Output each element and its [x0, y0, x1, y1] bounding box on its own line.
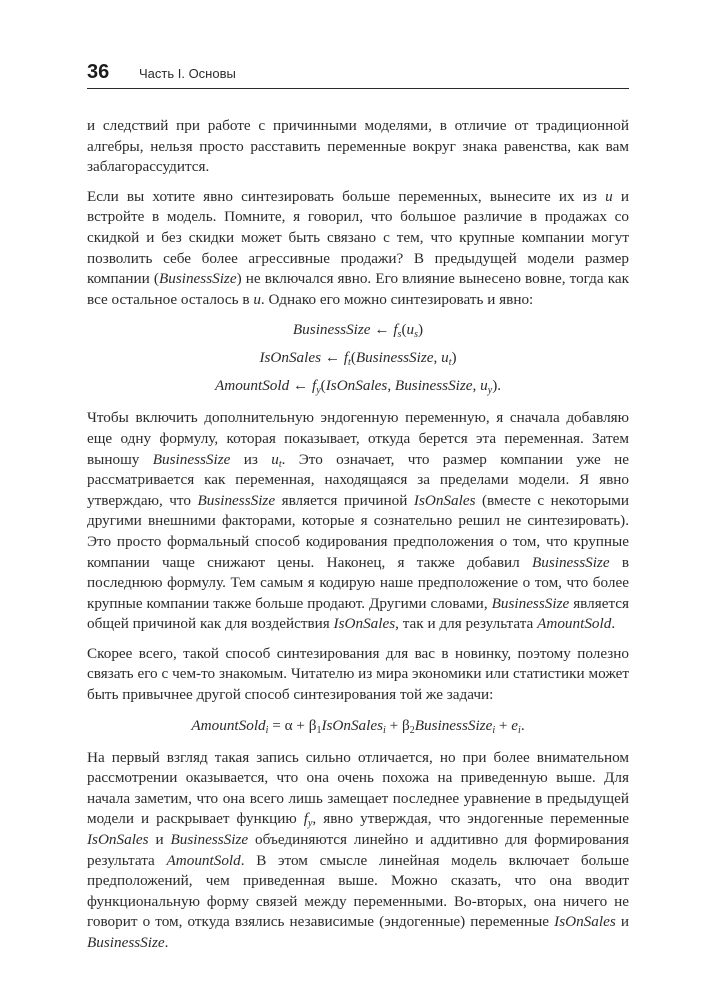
formula-is-on-sales: IsOnSales ← $f_t(BusinessSize$, $u_t$): [259, 349, 457, 369]
paragraph-1: и следствий при работе с причинными моделями, в отличие от традиционной алгебры, нельзя просто расставить переменные вокруг знака равенства, как вам заблагорассудится.: [87, 117, 629, 176]
page-number: 36: [87, 61, 110, 83]
formula-business-size: BusinessSize ← $f_s(u_s)$: [292, 321, 424, 341]
running-head: Часть I. Основы: [139, 66, 236, 81]
structural-equations: [87, 320, 629, 396]
paragraph-5: На первый взгляд такая запись сильно отличается, но при более внимательном рассмотрении оказывается, что она очень похожа на приведенную выше. Для начала заметим, что она всего лишь замещает последнее уравнение в предыдущей модели и раскрывает функцию $f_y$, явно утверждая, что эндогенные переменные IsOnSales и BusinessSize объединяются линейно и аддитивно для формирования результата AmountSold. В этом смысле линейная модель включает больше предположений, чем приведенная выше. Можно сказать, что она вводит функциональную форму связей между переменными. Во-вторых, она ничего не говорит о том, откуда взялись независимые (эндогенные) переменные IsOnSales и BusinessSize.: [87, 748, 629, 951]
paragraph-3: Чтобы включить дополнительную эндогенную переменную, я сначала добавляю еще одну формулу, которая показывает, откуда берется эта переменная. Затем выношу BusinessSize из $u_t$. Это означает, что размер компании уже не рассматривается как переменная, находящаяся за пределами модели. Я явно утверждаю, что BusinessSize является причиной IsOnSales (вместе с некоторыми другими внешними факторами, которые я сознательно решил не синтезировать). Это просто формальный способ кодирования предположения о том, что крупные компании чаще снижают цены. Наконец, я также добавил BusinessSize в последнюю формулу. Тем самым я кодирую наше предположение о том, что более крупные компании также больше продают. Другими словами, BusinessSize является общей причиной как для воздействия IsOnSales, так и для результата AmountSold.: [87, 409, 630, 633]
linear-equation: [87, 716, 629, 736]
paragraph-2: Если вы хотите явно синтезировать больше переменных, вынесите их из u и встройте в модель. Помните, я говорил, что большое различие в продажах со скидкой и без скидки может быть связано с тем, что крупные компании могут позволить себе более агрессивные продажи? В предыдущей модели размер компании (BusinessSize) не включался явно. Его влияние вынесено вовне, тогда как все остальное осталось в u. Однако его можно синтезировать и явно:: [87, 187, 629, 308]
page-header: [87, 60, 629, 89]
formula-amount-sold: AmountSold ← $f_y(IsOnSales$, BusinessSize, $u_y$).: [214, 377, 502, 397]
paragraph-4: Скорее всего, такой способ синтезирования для вас в новинку, поэтому полезно связать его с чем-то знакомым. Читателю из мира экономики или статистики может быть привычнее другой способ синтезирования той же задачи:: [87, 644, 629, 704]
formula-linear-model: AmountSold$_i$ = $\alpha + \beta_1IsOnSales_i$ + $\beta_2BusinessSize_i + e_i$.: [191, 716, 525, 736]
body-text: [87, 116, 629, 963]
